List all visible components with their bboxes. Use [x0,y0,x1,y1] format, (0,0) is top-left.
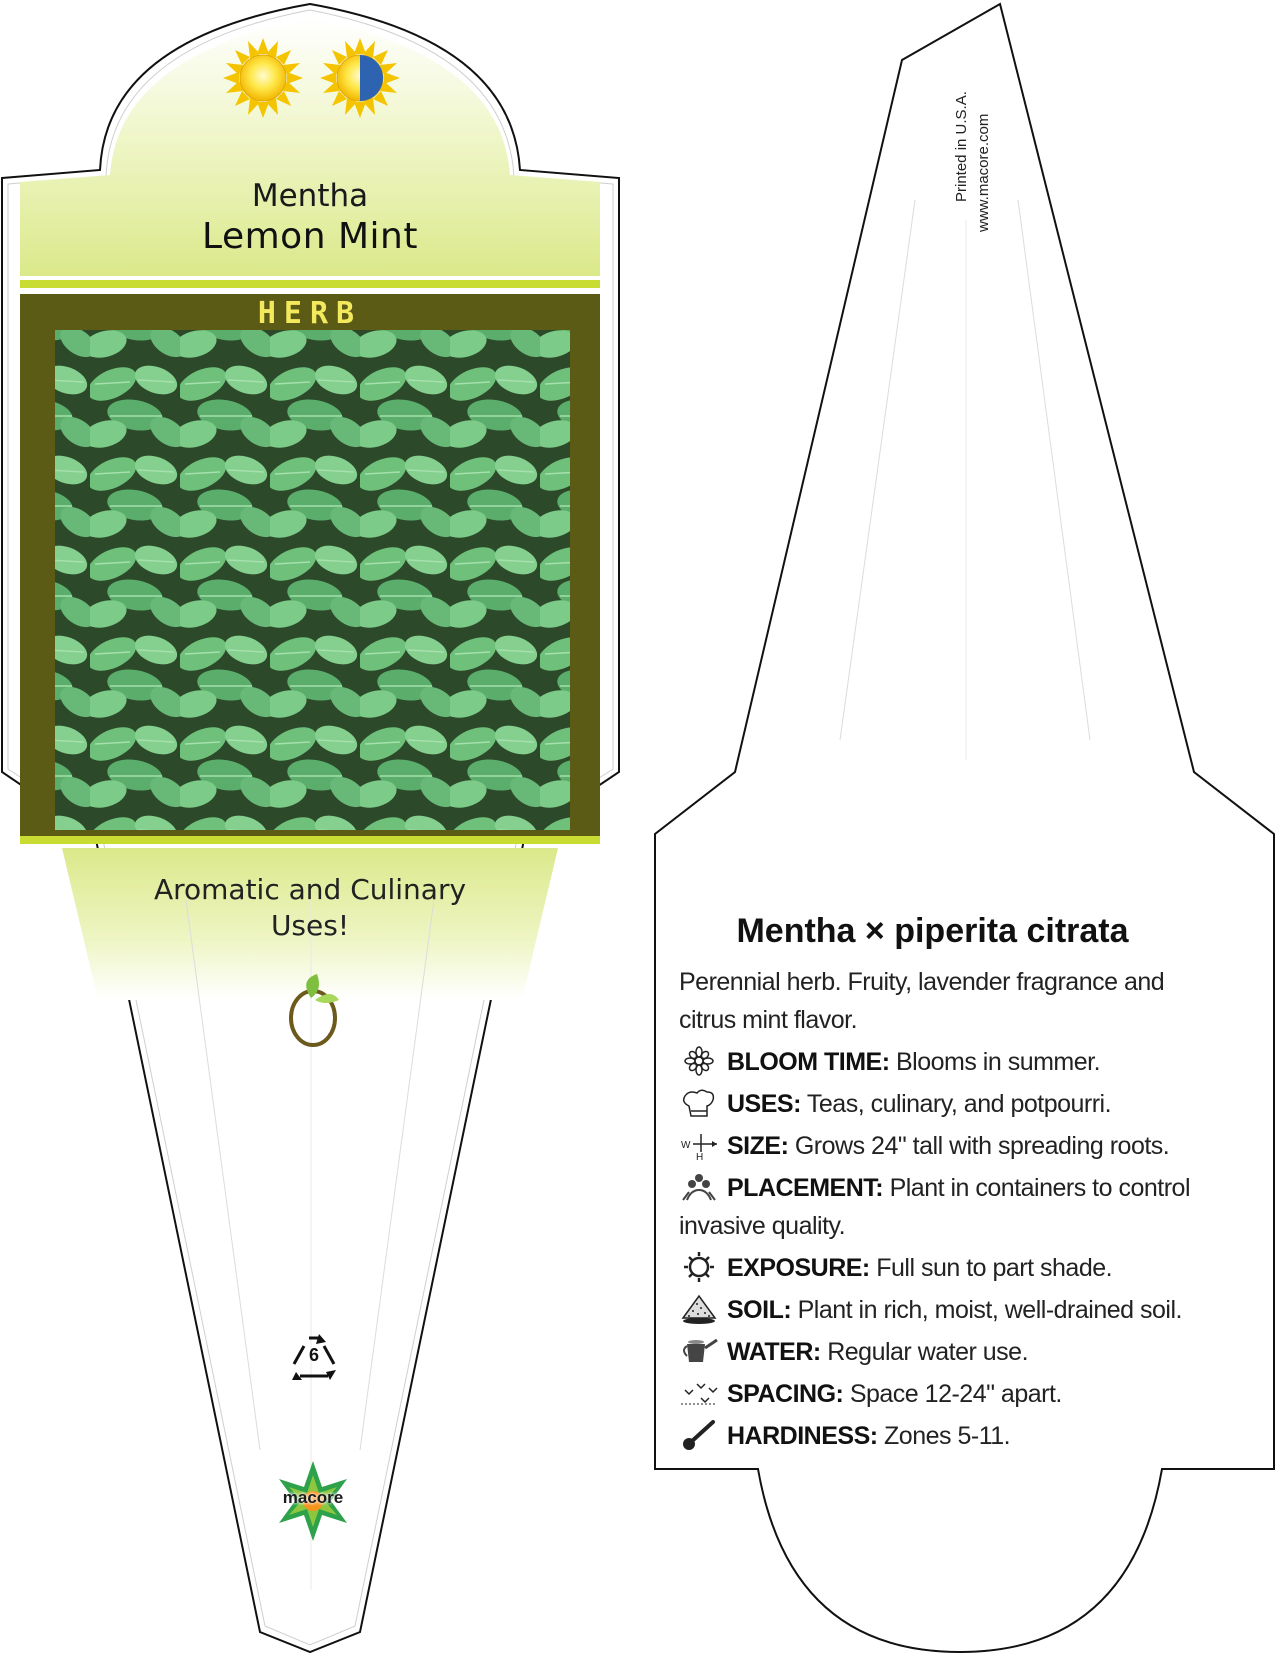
plant-common-name: Lemon Mint [202,216,418,257]
chef-hat-icon [679,1088,719,1118]
flower-icon [679,1046,719,1076]
category-label: HERB [257,296,363,331]
website: www.macore.com [975,113,992,232]
watering-can-icon [679,1336,719,1366]
attribute-placement: PLACEMENT: Plant in containers to control invasive quality. [679,1174,1191,1240]
attribute-size: W H SIZE: Grows 24" tall with spreading roots. [679,1127,1239,1165]
attribute-exposure: EXPOSURE: Full sun to part shade. [679,1249,1239,1287]
soil-icon [679,1294,719,1324]
part-sun-icon [320,38,400,118]
thermometer-icon [679,1420,719,1450]
brand-name: macore [282,1488,344,1507]
placement-icon [679,1172,719,1202]
printed-in: Printed in U.S.A. [953,91,970,202]
svg-text:H: H [696,1152,703,1160]
spacing-icon [679,1378,719,1408]
sun-outline-icon [679,1252,719,1282]
attribute-bloom: BLOOM TIME: Blooms in summer. [679,1043,1239,1081]
attribute-spacing: SPACING: Space 12-24" apart. [679,1375,1239,1413]
svg-text:W: W [681,1140,690,1151]
tagline: Aromatic and Culinary Uses! [153,873,467,942]
attribute-hardiness: HARDINESS: Zones 5-11. [679,1417,1239,1455]
attribute-soil: SOIL: Plant in rich, moist, well-drained soil. [679,1291,1239,1329]
recycle-code: 6 [308,1345,319,1365]
attribute-water: WATER: Regular water use. [679,1333,1239,1371]
printed-note [953,52,992,282]
plant-genus: Mentha [251,178,369,214]
attribute-uses: USES: Teas, culinary, and potpourri. [679,1085,1239,1123]
full-sun-icon [223,38,303,118]
size-arrows-icon [679,1130,719,1160]
description: Perennial herb. Fruity, lavender fragrance and citrus mint flavor. [679,968,1165,1034]
botanical-name: Mentha × piperita citrata [736,912,1129,950]
